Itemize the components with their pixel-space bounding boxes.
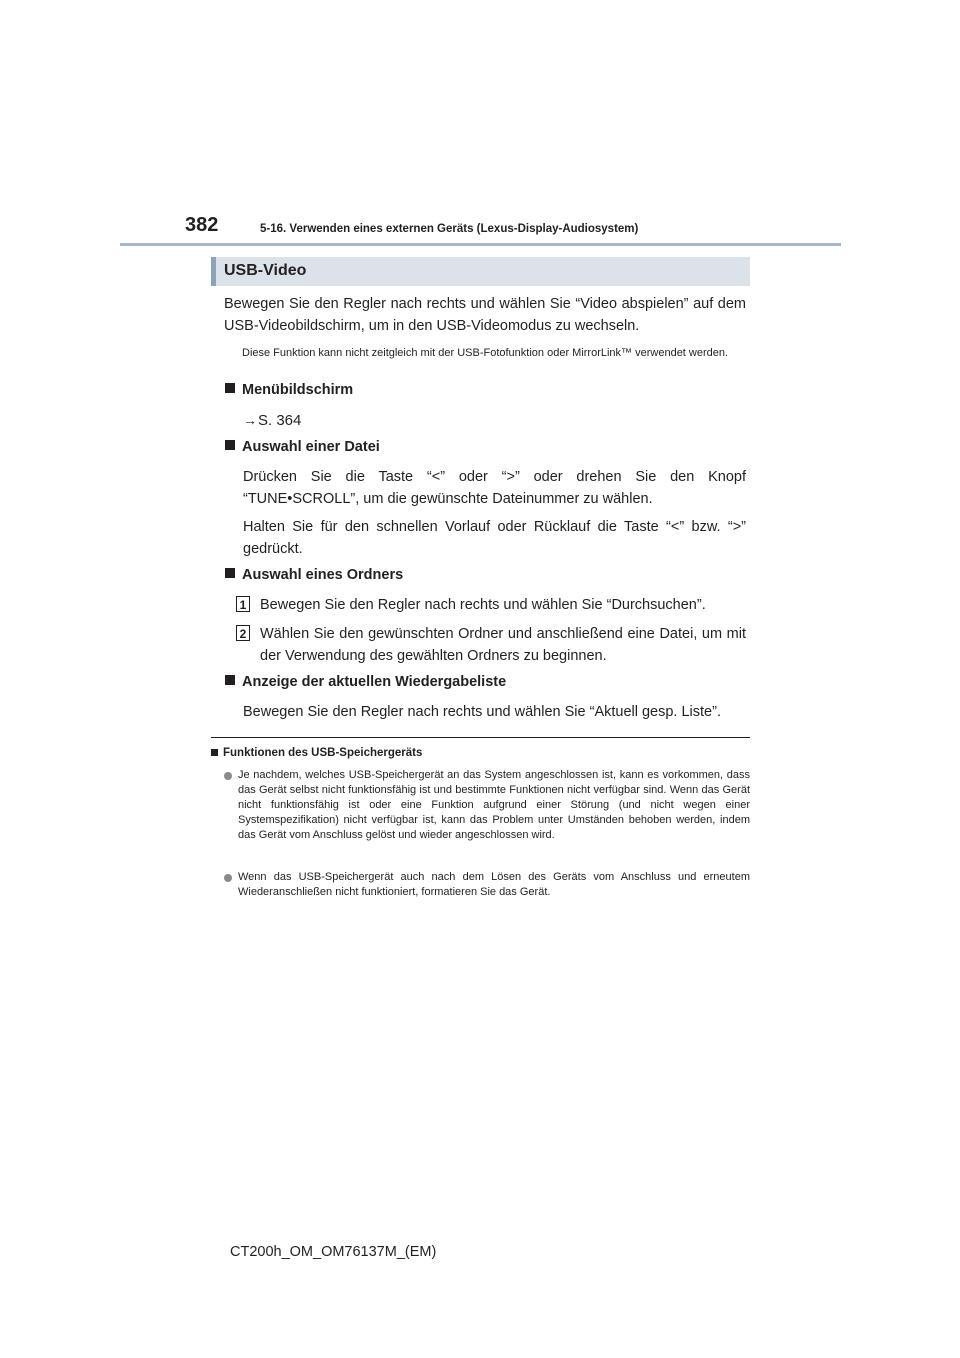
notes-divider: [211, 737, 750, 738]
note-bullet-2: Wenn das USB-Speichergerät auch nach dem Lösen des Geräts vom Anschluss und erneutem Wiederanschließen nicht funktioniert, formatieren Sie das Gerät.: [238, 871, 750, 898]
page-reference[interactable]: →S. 364: [243, 412, 302, 429]
subheading-folder-selection: Auswahl eines Ordners: [225, 567, 403, 583]
section-title: USB-Video: [224, 262, 307, 279]
bullet-dot-icon: [224, 874, 232, 882]
section-heading-accent: [211, 257, 216, 286]
bullet-dot-icon: [224, 772, 232, 780]
step-number-1: 1: [236, 596, 250, 612]
arrow-right-icon: →: [243, 412, 257, 428]
step-text-2: Wählen Sie den gewünschten Ordner und anschließend eine Datei, um mit der Verwendung des gewählten Ordners zu beginnen.: [260, 626, 746, 664]
square-bullet-icon: [225, 383, 235, 393]
page-number: 382: [185, 214, 219, 236]
section-heading-bar: [211, 257, 750, 286]
document-code: CT200h_OM_OM76137M_(EM): [230, 1244, 437, 1260]
file-selection-text-1: Drücken Sie die Taste “<” oder “>” oder drehen Sie den Knopf “TUNE•SCROLL”, um die gewünschte Dateinummer zu wählen.: [243, 469, 746, 507]
current-playlist-text: Bewegen Sie den Regler nach rechts und wählen Sie “Aktuell gesp. Liste”.: [243, 704, 721, 720]
header-divider: [120, 243, 841, 246]
square-bullet-icon: [225, 568, 235, 578]
section-note: Diese Funktion kann nicht zeitgleich mit der USB-Fotofunktion oder MirrorLink™ verwendet werden.: [242, 347, 729, 359]
file-selection-text-2: Halten Sie für den schnellen Vorlauf oder Rücklauf die Taste “<” bzw. “>” gedrückt.: [243, 519, 746, 557]
notes-heading: Funktionen des USB-Speichergeräts: [211, 747, 422, 759]
step-text-1: Bewegen Sie den Regler nach rechts und wählen Sie “Durchsuchen”.: [260, 597, 706, 613]
subheading-menu-screen: Menübildschirm: [225, 382, 353, 398]
subheading-file-selection: Auswahl einer Datei: [225, 439, 380, 455]
section-intro: Bewegen Sie den Regler nach rechts und wählen Sie “Video abspielen” auf dem USB-Videobildschirm, um in den USB-Videomodus zu wechseln.: [224, 296, 746, 334]
square-bullet-icon: [225, 675, 235, 685]
chapter-title: 5-16. Verwenden eines externen Geräts (Lexus-Display-Audiosystem): [260, 223, 639, 235]
step-number-2: 2: [236, 625, 250, 641]
square-bullet-icon: [211, 749, 218, 756]
note-bullet-1: Je nachdem, welches USB-Speichergerät an das System angeschlossen ist, kann es vorkommen, dass das Gerät selbst nicht funktionsfähig ist und bestimmte Funktionen nicht verfügbar sind. Wenn das Gerät nicht funktionsfähig ist oder eine Funktion aufgrund einer Störung (und nicht wegen einer Systemspezifikation) nicht verfügbar ist, kann das Problem unter Umständen behoben werden, indem das Gerät vom Anschluss gelöst und wieder angeschlossen wird.: [238, 769, 750, 841]
subheading-current-playlist: Anzeige der aktuellen Wiedergabeliste: [225, 674, 506, 690]
square-bullet-icon: [225, 440, 235, 450]
